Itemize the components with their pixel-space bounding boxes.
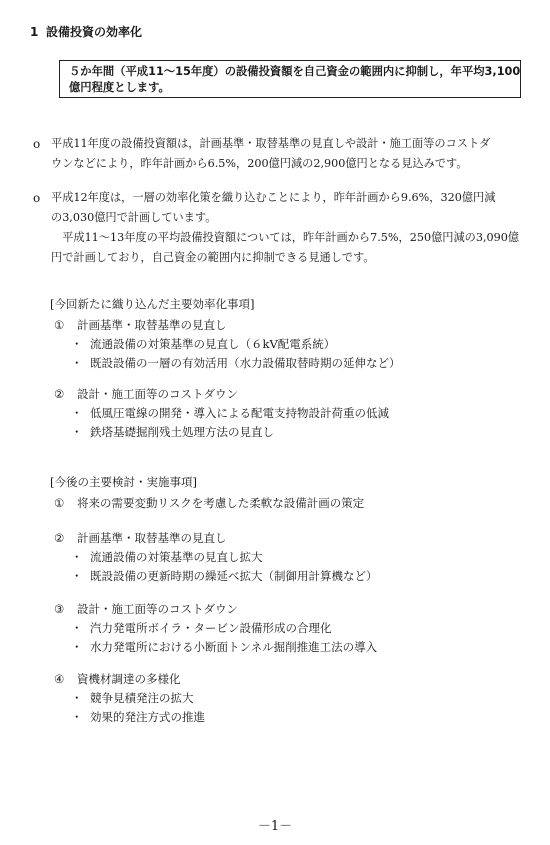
list-dot: ・ bbox=[71, 337, 83, 351]
bullet-1-line-1: 平成11年度の設備投資額は，計画基準・取替基準の見直しや設計・施工面等のコストダ bbox=[51, 137, 491, 150]
future-group-4-item-1: 競争見積発注の拡大 bbox=[90, 691, 194, 705]
future-group-1-num: ① bbox=[54, 496, 65, 510]
current-group-2-title: 設計・施工面等のコストダウン bbox=[77, 387, 238, 401]
future-group-4-num: ④ bbox=[54, 672, 65, 686]
bullet-2-line-2: の3,030億円で計画しています。 bbox=[51, 211, 217, 224]
list-dot: ・ bbox=[71, 621, 83, 635]
bullet-2-line-3: 平成11～13年度の平均設備投資額については，昨年計画から7.5%，250億円減の3,090億 bbox=[51, 231, 520, 244]
current-group-1-num: ① bbox=[54, 318, 65, 332]
list-dot: ・ bbox=[71, 569, 83, 583]
section-number: 1 bbox=[30, 25, 39, 39]
future-group-2-title: 計画基準・取替基準の見直し bbox=[77, 531, 227, 545]
current-group-2-item-2: 鉄塔基礎掘削残土処理方法の見直し bbox=[90, 425, 274, 439]
bullet-mark: o bbox=[33, 191, 41, 205]
list-dot: ・ bbox=[71, 406, 83, 420]
future-group-3-item-2: 水力発電所における小断面トンネル掘削推進工法の導入 bbox=[90, 640, 378, 654]
current-group-2-item-1: 低風圧電線の開発・導入による配電支持物設計荷重の低減 bbox=[90, 406, 389, 420]
bullet-2-line-4: 円で計画しており，自己資金の範囲内に抑制できる見通しです。 bbox=[51, 251, 375, 264]
bullet-1-line-2: ウンなどにより，昨年計画から6.5%，200億円減の2,900億円となる見込みです。 bbox=[51, 157, 468, 170]
list-dot: ・ bbox=[71, 691, 83, 705]
current-heading: [今回新たに織り込んだ主要効率化事項] bbox=[50, 297, 255, 311]
future-group-2-num: ② bbox=[54, 531, 65, 545]
summary-line-1: ５か年間（平成11～15年度）の設備投資額を自己資金の範囲内に抑制し，年平均3,100 bbox=[69, 65, 521, 78]
summary-line-2: 億円程度とします。 bbox=[69, 81, 170, 94]
future-group-3-title: 設計・施工面等のコストダウン bbox=[77, 602, 238, 616]
future-heading: [今後の主要検討・実施事項] bbox=[50, 475, 197, 489]
current-group-1-title: 計画基準・取替基準の見直し bbox=[77, 318, 227, 332]
future-group-3-item-1: 汽力発電所ボイラ・タービン設備形成の合理化 bbox=[90, 621, 332, 635]
list-dot: ・ bbox=[71, 710, 83, 724]
future-group-2-item-2: 既設設備の更新時期の繰延べ拡大（制御用計算機など） bbox=[90, 569, 378, 583]
list-dot: ・ bbox=[71, 425, 83, 439]
section-title: 設備投資の効率化 bbox=[46, 25, 143, 39]
current-group-1-item-2: 既設設備の一層の有効活用（水力設備取替時期の延伸など） bbox=[90, 356, 401, 370]
current-group-2-num: ② bbox=[54, 387, 65, 401]
current-group-1-item-1: 流通設備の対策基準の見直し（６kV配電系統） bbox=[90, 337, 336, 351]
future-group-3-num: ③ bbox=[54, 602, 65, 616]
bullet-2-line-1: 平成12年度は，一層の効率化策を織り込むことにより，昨年計画から9.6%，320億円減 bbox=[51, 191, 496, 204]
list-dot: ・ bbox=[71, 640, 83, 654]
future-group-4-title: 資機材調達の多様化 bbox=[77, 672, 181, 686]
future-group-1-title: 将来の需要変動リスクを考慮した柔軟な設備計画の策定 bbox=[77, 496, 365, 510]
bullet-mark: o bbox=[33, 137, 41, 151]
list-dot: ・ bbox=[71, 356, 83, 370]
list-dot: ・ bbox=[71, 550, 83, 564]
future-group-2-item-1: 流通設備の対策基準の見直し拡大 bbox=[90, 550, 263, 564]
future-group-4-item-2: 効果的発注方式の推進 bbox=[90, 710, 205, 724]
page-number: －1－ bbox=[257, 819, 293, 834]
